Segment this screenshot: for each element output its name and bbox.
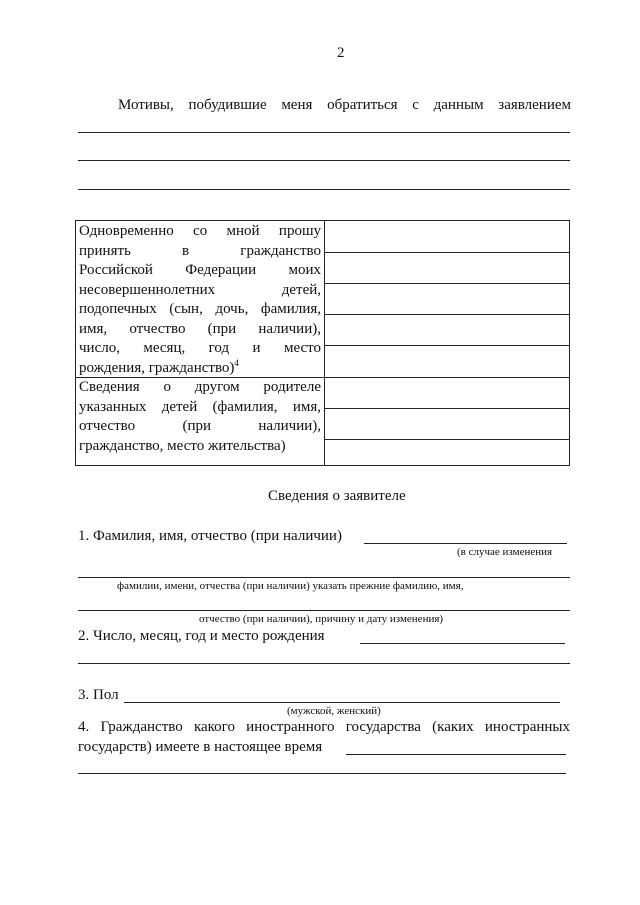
parent-entry-cell[interactable] <box>325 409 570 439</box>
children-label <box>79 222 321 378</box>
children-label-line: Одновременно со мной прошу <box>79 223 321 239</box>
parent-label-line: Сведения о другом родителе <box>79 379 321 395</box>
footnote-marker: 4 <box>234 357 239 368</box>
q3-label: 3. Пол <box>78 687 119 703</box>
q1-line-2[interactable] <box>78 577 570 578</box>
page-number: 2 <box>337 45 345 61</box>
parent-entry-cell[interactable] <box>325 440 570 466</box>
children-label-line: Российской Федерации моих <box>79 262 321 278</box>
q2-line-2[interactable] <box>78 663 570 664</box>
q2-label: 2. Число, месяц, год и место рождения <box>78 628 325 644</box>
parent-label-line: указанных детей (фамилия, имя, <box>79 398 321 415</box>
q4-line-2[interactable] <box>78 773 566 774</box>
q1-hint-b: фамилии, имени, отчества (при наличии) указать прежние фамилию, имя, <box>117 580 464 592</box>
q2-input-line[interactable] <box>360 643 565 644</box>
parent-label <box>79 378 321 456</box>
motives-label: Мотивы, побудившие меня обратиться с данным заявлением <box>118 97 571 113</box>
motives-line-2[interactable] <box>78 160 570 161</box>
applicant-heading: Сведения о заявителе <box>268 488 406 504</box>
children-label-line: число, месяц, год и место <box>79 340 321 356</box>
q1-line-3[interactable] <box>78 610 570 611</box>
children-table <box>75 220 570 466</box>
q4-input-line[interactable] <box>346 754 566 755</box>
children-label-line: подопечных (сын, дочь, фамилия, <box>79 301 321 317</box>
child-entry-cell[interactable] <box>325 346 570 377</box>
child-entry-cell[interactable] <box>325 253 570 283</box>
parent-label-line: отчество (при наличии), <box>79 418 321 434</box>
child-entry-cell[interactable] <box>325 221 570 252</box>
motives-line-3[interactable] <box>78 189 570 190</box>
parent-entry-cell[interactable] <box>325 378 570 408</box>
q3-input-line[interactable] <box>124 702 560 703</box>
children-label-last-text: рождения, гражданство) <box>79 359 235 376</box>
children-label-line: имя, отчество (при наличии), <box>79 320 321 337</box>
q3-hint: (мужской, женский) <box>287 705 381 717</box>
q1-hint-a: (в случае изменения <box>457 546 553 558</box>
children-label-line: несовершеннолетних детей, <box>79 281 321 298</box>
q1-input-line[interactable] <box>364 543 567 544</box>
child-entry-cell[interactable] <box>325 284 570 314</box>
q1-hint-c: отчество (при наличии), причину и дату изменения) <box>199 613 444 625</box>
child-entry-cell[interactable] <box>325 315 570 345</box>
motives-line-1[interactable] <box>78 132 570 133</box>
children-label-last <box>79 359 321 379</box>
parent-label-last: гражданство, место жительства) <box>79 437 286 454</box>
q1-label: 1. Фамилия, имя, отчество (при наличии) <box>78 528 342 544</box>
q4-label-line2: государств) имеете в настоящее время <box>78 739 323 755</box>
children-label-line: принять в гражданство <box>79 242 321 259</box>
q4-label-line1: 4. Гражданство какого иностранного государства (каких иностранных <box>78 719 570 735</box>
